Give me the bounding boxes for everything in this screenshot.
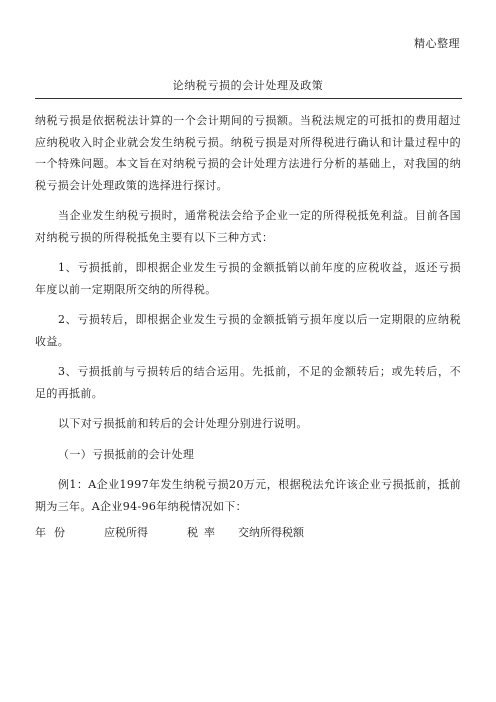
paragraph-method-2: 2、亏损转后，即根据企业发生亏损的金额抵销亏损年度以后一定期限的应纳税收益。	[35, 313, 461, 348]
header-tag: 精心整理	[414, 37, 460, 50]
column-header-tax-rate: 税率	[187, 526, 221, 539]
intro-paragraph: 纳税亏损是依据税法计算的一个会计期间的亏损额。当税法规定的可抵扣的费用超过应纳税收入时企业就会发生纳税亏损。纳税亏损是对所得税进行确认和计量过程中的一个特殊问题。本文旨在对纳税亏损的会计处理方法进行分析的基础上，对我国的纳税亏损会计处理政策的选择进行探讨。	[35, 114, 461, 192]
paragraph-methods-intro: 当企业发生纳税亏损时，通常税法会给予企业一定的所得税抵免利益。目前各国对纳税亏损的所得税抵免主要有以下三种方式：	[35, 209, 461, 244]
paragraph-method-1: 1、亏损抵前，即根据企业发生亏损的金额抵销以前年度的应税收益，返还亏损年度以前一定期限所交纳的所得税。	[35, 261, 461, 296]
tax-table-header	[35, 526, 461, 540]
column-header-tax-paid: 交纳所得税额	[238, 526, 304, 539]
document-body	[35, 110, 461, 540]
paragraph-example-1: 例1：A企业1997年发生纳税亏损20万元，根据税法允许该企业亏损抵前，抵前期为三年。A企业94-96年纳税情况如下：	[35, 478, 461, 513]
column-header-taxable-income: 应税所得	[104, 526, 148, 539]
column-header-year: 年份	[35, 526, 73, 539]
paragraph-method-3: 3、亏损抵前与亏损转后的结合运用。先抵前，不足的金额转后；或先转后，不足的再抵前。	[35, 365, 461, 400]
section-heading: （一）亏损抵前的会计处理	[58, 447, 195, 461]
title-divider	[35, 98, 462, 99]
document-title: 论纳税亏损的会计处理及政策	[172, 79, 324, 92]
paragraph-transition: 以下对亏损抵前和转后的会计处理分别进行说明。	[58, 417, 308, 430]
